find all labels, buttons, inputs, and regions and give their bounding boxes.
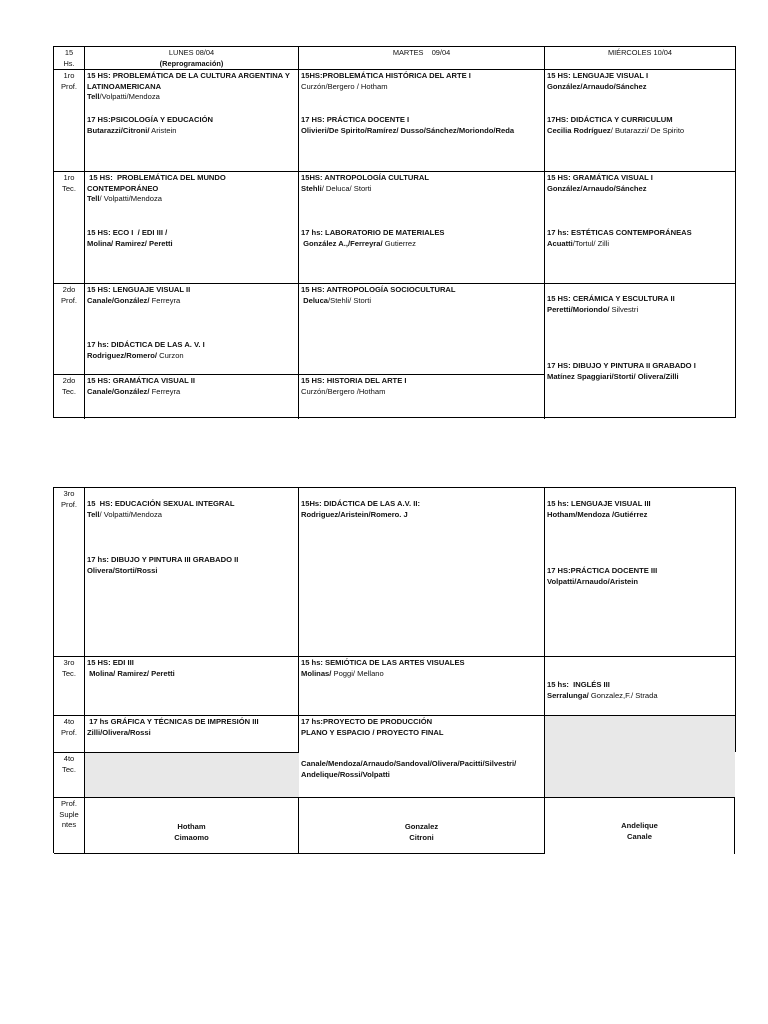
cell-lunes xyxy=(85,172,299,283)
course-block: 17 HS: PRÁCTICA DOCENTE I Olivieri/De Spirito/Ramírez/ Dusso/Sánchez/Moriondo/Reda xyxy=(301,115,515,135)
cell-martes: Gonzalez Citroni xyxy=(299,798,545,853)
staff-line: Tell/ Volpatti/Mendoza xyxy=(87,509,163,519)
row-1ro-prof xyxy=(54,69,735,171)
cell-lunes xyxy=(85,284,299,374)
course-block: 17 hs: DIBUJO Y PINTURA III GRABADO II Olivera/Storti/Rossi xyxy=(87,555,239,575)
schedule-table-1 xyxy=(53,46,736,418)
course-block: 15 HS: ANTROPOLOGÍA SOCIOCULTURAL Deluca/Stehli/ Storti xyxy=(301,285,542,306)
row-1ro-tec xyxy=(54,171,735,283)
course-block: 17 HS:PRÁCTICA DOCENTE III Volpatti/Arnaudo/Aristein xyxy=(547,566,658,586)
course-block: 17 hs: DIDÁCTICA DE LAS A. V. I Rodriguez/Romero/ Curzon xyxy=(87,340,296,361)
staff-line: Canale/González/ Ferreyra xyxy=(87,386,181,396)
course-block: 15 HS: CERÁMICA Y ESCULTURA II Peretti/Moriondo/ Silvestri xyxy=(547,294,733,315)
cell-miercoles xyxy=(545,488,735,656)
course-block: 15Hs: DIDÁCTICA DE LAS A.V. II: Rodriguez/Aristein/Romero. J xyxy=(301,499,420,519)
row-label: Prof. Suple ntes xyxy=(54,798,85,853)
staff-line: Curzón/Bergero /Hotham xyxy=(301,386,386,396)
staff-line: Rodriguez/Romero/ Curzon xyxy=(87,350,184,360)
course-block: 15 HS: LENGUAJE VISUAL I González/Arnaudo/Sánchez xyxy=(547,71,649,91)
course-block: 15 hs: LENGUAJE VISUAL III Hotham/Mendoza /Gutiérrez xyxy=(547,499,651,519)
row-label: 1ro Prof. xyxy=(54,70,85,171)
row-2do-tec xyxy=(54,374,545,419)
course-block: 17 hs: ESTÉTICAS CONTEMPORÁNEAS Acuatti/Tortul/ Zilli xyxy=(547,228,733,249)
staff-line: Serralunga/ Gonzalez,F./ Strada xyxy=(547,690,658,700)
cell-lunes xyxy=(85,716,299,752)
staff-line: Stehli/ Deluca/ Storti xyxy=(301,183,372,193)
course-block: 15 HS: GRAMÁTICA VISUAL II Canale/González/ Ferreyra xyxy=(87,376,296,397)
row-label: 3ro Prof. xyxy=(54,488,85,656)
row-label: 4to Tec. xyxy=(54,753,85,797)
cell-martes xyxy=(299,375,545,419)
cell-lunes: Hotham Cimaomo xyxy=(85,798,299,853)
cell-martes xyxy=(299,70,545,171)
cell-lunes xyxy=(85,375,299,419)
staff-line: Butarazzi/Citroni/ Aristein xyxy=(87,125,177,135)
cell-lunes xyxy=(85,488,299,656)
staff-line: Tell/ Volpatti/Mendoza xyxy=(87,194,163,204)
course-block: 17 HS: DIBUJO Y PINTURA II GRABADO I Matínez Spaggiari/Storti/ Olivera/Zilli xyxy=(547,361,696,381)
course-block: 15 HS: LENGUAJE VISUAL II Canale/González/ Ferreyra xyxy=(87,285,296,306)
course-block: 17 hs GRÁFICA Y TÉCNICAS DE IMPRESIÓN III Zilli/Olivera/Rossi xyxy=(87,717,259,737)
staff-line: González A.,/Ferreyra/ Gutierrez xyxy=(301,238,416,248)
row-suplentes xyxy=(54,797,545,854)
course-block: 15 hs: INGLÉS III Serralunga/ Gonzalez,F./ Strada xyxy=(547,680,733,701)
course-block: 15 HS: EDI III Molina/ Ramirez/ Peretti xyxy=(87,658,175,678)
staff-line: Peretti/Moriondo/ Silvestri xyxy=(547,304,639,314)
staff-line: Cecilia Rodríguez/ Butarazzi/ De Spirito xyxy=(547,125,685,135)
course-block: 15 HS: HISTORIA DEL ARTE I Curzón/Bergero /Hotham xyxy=(301,376,542,397)
row-label: 3ro Tec. xyxy=(54,657,85,715)
row-3ro-tec xyxy=(54,656,736,715)
cell-lunes xyxy=(85,657,299,715)
course-block: 15 hs: SEMIÓTICA DE LAS ARTES VISUALES Molinas/ Poggi/ Mellano xyxy=(301,658,542,679)
cell-miercoles-empty xyxy=(545,716,735,797)
staff-line: Molinas/ Poggi/ Mellano xyxy=(301,668,384,678)
cell-miercoles-merged xyxy=(545,284,735,420)
cell-miercoles xyxy=(545,172,735,283)
course-block: Canale/Mendoza/Arnaudo/Sandoval/Olivera/Pacitti/Silvestri/ Andelique/Rossi/Volpatti xyxy=(301,759,517,779)
course-block: 15 HS: ECO I / EDI III / Molina/ Ramirez/ Peretti xyxy=(87,228,173,248)
schedule-table-2 xyxy=(53,487,736,853)
row-label: 2do Tec. xyxy=(54,375,85,419)
row-label: 1ro Tec. xyxy=(54,172,85,283)
course-block: 17 HS:PSICOLOGÍA Y EDUCACIÓN Butarazzi/Citroni/ Aristein xyxy=(87,115,296,136)
cell-lunes xyxy=(85,70,299,171)
cell-martes-merged xyxy=(299,716,545,797)
cell-miercoles xyxy=(545,657,735,715)
cell-miercoles-suplentes: Andelique Canale xyxy=(545,797,735,854)
cell-martes xyxy=(299,284,545,374)
header-corner: 15 Hs. xyxy=(54,47,85,69)
staff-line: Deluca/Stehli/ Storti xyxy=(301,295,372,305)
cell-martes xyxy=(299,172,545,283)
cell-miercoles xyxy=(545,70,735,171)
staff-line: Tell/Volpatti/Mendoza xyxy=(87,92,160,102)
row-label: 4to Prof. xyxy=(54,716,85,752)
course-block: 15 HS: GRAMÁTICA VISUAL I González/Arnaudo/Sánchez xyxy=(547,173,653,193)
cell-martes xyxy=(299,488,545,656)
staff-line: Canale/González/ Ferreyra xyxy=(87,295,181,305)
header-martes: MARTES 09/04 xyxy=(299,47,545,69)
course-block: 15HS: ANTROPOLOGÍA CULTURAL Stehli/ Deluca/ Storti xyxy=(301,173,542,194)
cell-lunes-empty xyxy=(85,753,299,797)
staff-line: Acuatti/Tortul/ Zilli xyxy=(547,238,610,248)
row-3ro-prof xyxy=(54,488,736,656)
header-miercoles: MIÉRCOLES 10/04 xyxy=(607,48,673,57)
row-label: 2do Prof. xyxy=(54,284,85,374)
course-block: 17HS: DIDÁCTICA Y CURRICULUM Cecilia Rodríguez/ Butarazzi/ De Spirito xyxy=(547,115,733,136)
course-block: 15 HS: PROBLEMÁTICA DE LA CULTURA ARGENTINA Y LATINOAMERICANA Tell/Volpatti/Mendoza xyxy=(87,71,296,103)
course-block: 15 HS: PROBLEMÁTICA DEL MUNDO CONTEMPORÁNEO Tell/ Volpatti/Mendoza xyxy=(87,173,296,205)
header-lunes: LUNES 08/04 (Reprogramación) xyxy=(85,47,299,69)
course-block: 17 hs: LABORATORIO DE MATERIALES González A.,/Ferreyra/ Gutierrez xyxy=(301,228,542,249)
course-block: 15 HS: EDUCACIÓN SEXUAL INTEGRAL Tell/ Volpatti/Mendoza xyxy=(87,499,296,520)
staff-line: Curzón/Bergero / Hotham xyxy=(301,81,388,91)
course-block: 15HS:PROBLEMÁTICA HISTÓRICA DEL ARTE I Curzón/Bergero / Hotham xyxy=(301,71,542,92)
row-4to-tec xyxy=(54,752,299,797)
cell-martes xyxy=(299,657,545,715)
row-2do-prof xyxy=(54,283,735,381)
course-block: 17 hs:PROYECTO DE PRODUCCIÓN PLANO Y ESPACIO / PROYECTO FINAL xyxy=(301,717,444,737)
header-row xyxy=(54,47,735,69)
